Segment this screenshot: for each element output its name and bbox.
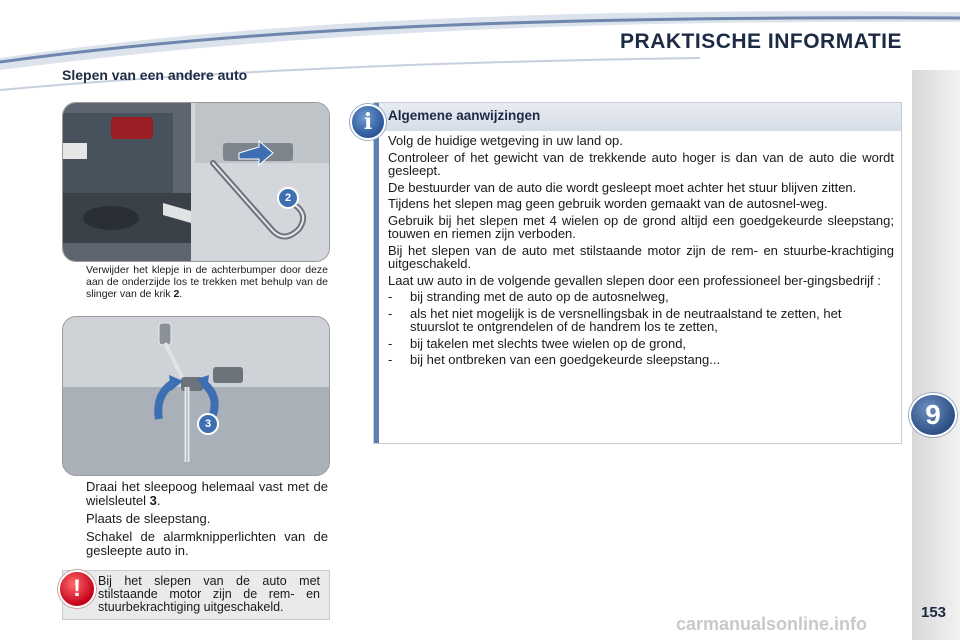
- info-paragraph: Controleer of het gewicht van de trekkende auto hoger is dan van de auto die wordt gesleept.: [388, 149, 894, 178]
- steps-list-1: [62, 264, 328, 300]
- info-paragraph: Bij het slepen van de auto met stilstaande motor zijn de rem- en stuurbe-krachtiging uitgeschakeld.: [388, 242, 894, 271]
- watermark: carmanualsonline.info: [676, 614, 868, 634]
- info-paragraph: Laat uw auto in de volgende gevallen slepen door een professioneel ber-gingsbedrijf :: [388, 272, 881, 288]
- page-number: 153: [921, 604, 947, 621]
- info-body: [388, 134, 894, 370]
- step-item: Draai het sleepoog helemaal vast met de wielsleutel 3.: [86, 479, 328, 508]
- info-paragraph: Tijdens het slepen mag geen gebruik worden gemaakt van de autosnel-weg.: [388, 196, 828, 211]
- info-case-item: - als het niet mogelijk is de versnellingsbak in de neutraalstand te zetten, het stuurslot te ontgrendelen of de handrem los te zetten,: [388, 305, 842, 334]
- info-paragraph: Gebruik bij het slepen met 4 wielen op de grond altijd een goedgekeurde sleepstang; touwen en riemen zijn verboden.: [388, 212, 894, 241]
- info-panel-accent-bar: [374, 103, 379, 443]
- warning-text: Bij het slepen van de auto met stilstaande motor zijn de rem- en stuurbekrachtiging uitgeschakeld.: [98, 574, 320, 614]
- step-item: Verwijder het klepje in de achterbumper door deze aan de onderzijde los te trekken met behulp van de slinger van de krik 2.: [86, 264, 328, 300]
- step-item: Schakel de alarmknipperlichten van de gesleepte auto in.: [86, 529, 328, 558]
- info-paragraph: Volg de huidige wetgeving in uw land op.: [388, 133, 623, 148]
- info-case-item: - bij takelen met slechts twee wielen op de grond,: [388, 335, 687, 351]
- header-swoosh: [0, 0, 960, 110]
- warning-icon: !: [58, 570, 96, 608]
- info-icon: i: [350, 104, 386, 140]
- section-title: Slepen van een andere auto: [62, 67, 248, 83]
- chapter-title: PRAKTISCHE INFORMATIE: [620, 30, 902, 53]
- info-case-list: [388, 290, 894, 367]
- callout-2: 2: [277, 187, 299, 209]
- callout-3: 3: [197, 413, 219, 435]
- chapter-tab: [912, 70, 960, 640]
- chapter-number-badge: 9: [909, 393, 957, 437]
- step-item: Plaats de sleepstang.: [86, 511, 211, 526]
- info-case-item: - bij stranding met de auto op de autosnelweg,: [388, 289, 669, 304]
- figure-screw-tow-eye: [62, 316, 330, 476]
- info-paragraph: De bestuurder van de auto die wordt gesleept moet achter het stuur blijven zitten.: [388, 179, 857, 195]
- info-case-item: - bij het ontbreken van een goedgekeurde sleepstang...: [388, 352, 721, 367]
- steps-list-2: [62, 480, 328, 562]
- figure-remove-bumper-cover: [62, 102, 330, 262]
- info-title: Algemene aanwijzingen: [388, 108, 541, 123]
